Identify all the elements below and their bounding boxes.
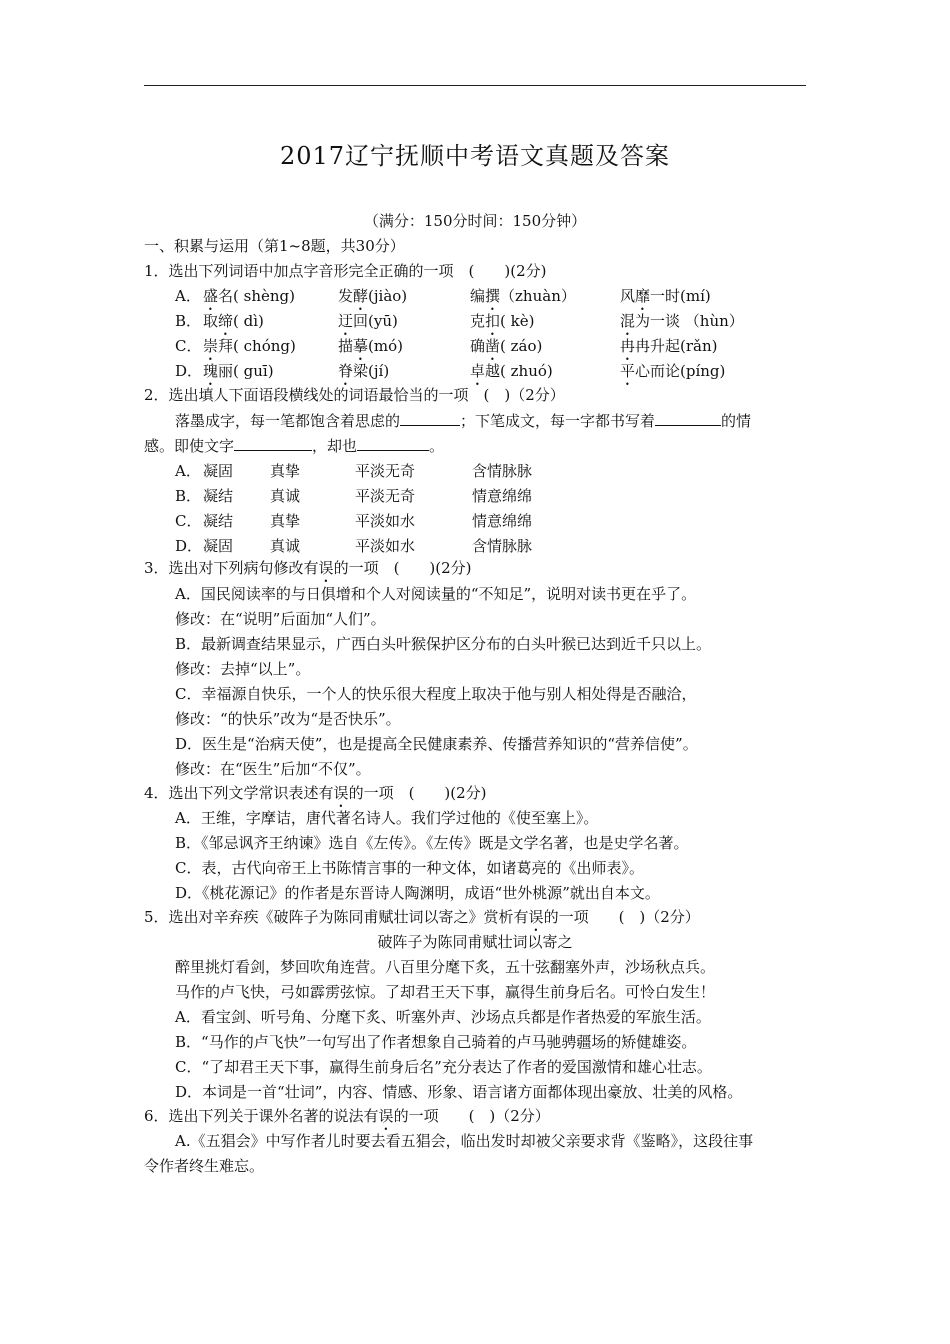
word-part: 越( zhuó) (485, 362, 553, 380)
word-part: （zhuàn） (500, 287, 576, 305)
score-note: （满分：150分时间：150分钟） (363, 212, 587, 230)
q5-stem-dotted: 误 (528, 908, 544, 926)
q3-stem-text: 的一项 ( )(2分) (333, 559, 472, 577)
word-part: 一时(mí) (650, 287, 711, 305)
header-rule (144, 85, 806, 86)
q2-text: ，却也 (312, 437, 358, 455)
q5-stem (144, 907, 700, 935)
q1-option-word (203, 311, 264, 339)
q1-option-word (338, 311, 398, 339)
q1-option-label: D． (175, 362, 203, 380)
q6-stem-text: 6．选出下列关于课外名著的说法有 (144, 1107, 379, 1125)
q2-option-word: 平淡无奇 (355, 462, 416, 480)
q4-stem-dotted: 误 (333, 784, 349, 802)
q3-line: A．国民阅读率的与日俱增和个人对阅读量的“不知足”，说明对读书更在乎了。 (175, 585, 697, 603)
q3-stem (144, 558, 472, 586)
word-part: 取 (203, 312, 219, 330)
q3-line: 修改：去掉“以上”。 (175, 660, 311, 678)
q2-option-label: D． (175, 537, 203, 555)
dotted-char: 冉 (620, 337, 636, 355)
dotted-char: 平 (620, 362, 636, 380)
q2-option-label: B． (175, 487, 202, 505)
q6-stem-text: 的一项 ( )（2分） (393, 1107, 550, 1125)
q2-option-word: 凝固 (203, 537, 234, 555)
section-heading: 一、积累与运用（第1~8题，共30分） (144, 237, 405, 255)
q6-option-a-line-2: 令作者终生难忘。 (144, 1157, 265, 1175)
q1-option-word (620, 286, 711, 314)
q4-stem-text: 的一项 ( )(2分) (348, 784, 487, 802)
dotted-char: 盛 (203, 287, 219, 305)
word-part: ( záo) (500, 337, 543, 355)
q1-option-word (203, 336, 296, 364)
q2-paragraph-line-1 (175, 411, 751, 431)
dotted-char: 脊 (338, 362, 354, 380)
q2-text: ；下笔成文，每一字都书写着 (460, 412, 656, 430)
q5-option: A．看宝剑、听号角、分麾下炙、听塞外声、沙场点兵都是作者热爱的军旅生活。 (175, 1008, 711, 1026)
q1-option-word (338, 336, 403, 364)
dotted-char: 扣 (485, 312, 501, 330)
word-part: 丽( guī) (218, 362, 274, 380)
q4-option: B．《邹忌讽齐王纳谏》选自《左传》。《左传》既是文学名著，也是史学名著。 (175, 834, 689, 852)
q5-option: D．本词是一首“壮词”，内容、情感、形象、语言诸方面都体现出豪放、壮美的风格。 (175, 1083, 743, 1101)
word-part: 冉升起(rǎn) (635, 337, 718, 355)
q2-option-word: 真挚 (270, 462, 301, 480)
poem-line: 醉里挑灯看剑，梦回吹角连营。八百里分麾下炙，五十弦翻塞外声，沙场秋点兵。 (175, 958, 716, 976)
word-part: 为一谈 （hùn） (635, 312, 744, 330)
q2-option-word: 凝结 (203, 487, 234, 505)
q4-stem-text: 4．选出下列文学常识表述有 (144, 784, 334, 802)
poem-title: 破阵子为陈同甫赋壮词以寄之 (377, 933, 573, 951)
q6-stem (144, 1106, 550, 1134)
dotted-char: 凿 (485, 337, 501, 355)
word-part: ( dì) (233, 312, 264, 330)
q3-line: B．最新调查结果显示，广西白头叶猴保护区分布的白头叶猴已达到近千只以上。 (175, 635, 712, 653)
q3-line: 修改：在“医生”后加“不仅”。 (175, 760, 371, 778)
q1-option-word (203, 286, 295, 314)
q1-option-word (470, 311, 534, 339)
q2-option-word: 平淡无奇 (355, 487, 416, 505)
q3-line: 修改：“的快乐”改为“是否快乐”。 (175, 710, 401, 728)
q2-text: 。 (429, 437, 445, 455)
page-title: 2017辽宁抚顺中考语文真题及答案 (279, 142, 671, 170)
dotted-char: 撰 (485, 287, 501, 305)
q4-stem (144, 783, 487, 811)
q2-text: 落墨成字，每一笔都饱含着思虑的 (175, 412, 401, 430)
q2-option-word: 情意绵绵 (472, 487, 533, 505)
word-part: 拜( chóng) (218, 337, 296, 355)
q3-line: D．医生是“治病天使”，也是提高全民健康素养、传播营养知识的“营养信使”。 (175, 735, 698, 753)
q5-stem-text: 5．选出对辛弃疾《破阵子为陈同甫赋壮词以寄之》赏析有 (144, 908, 529, 926)
q2-option-word: 含情脉脉 (472, 537, 533, 555)
word-part: 梁(jí) (353, 362, 390, 380)
q2-text: 感。即使文字 (144, 437, 235, 455)
q4-option: D．《桃花源记》的作者是东晋诗人陶渊明，成语“世外桃源”就出自本文。 (175, 884, 660, 902)
q1-stem: 1．选出下列词语中加点字音形完全正确的一项 ( )(2分) (144, 262, 547, 280)
q2-option-word: 真诚 (270, 487, 301, 505)
q1-option-label: C． (175, 337, 202, 355)
dotted-char: 缔 (218, 312, 234, 330)
dotted-char: 摹 (353, 337, 369, 355)
q2-option-word: 真挚 (270, 512, 301, 530)
q1-option-word (470, 336, 542, 364)
q6-stem-dotted: 误 (378, 1107, 394, 1125)
q1-option-label: A． (175, 287, 201, 305)
q1-option-word (338, 286, 407, 314)
word-part: (mó) (368, 337, 403, 355)
q1-option-word (620, 336, 718, 364)
q2-text: 的情 (721, 412, 752, 430)
dotted-char: 瑰 (203, 362, 219, 380)
q5-option: C．“了却君王天下事，赢得生前身后名”充分表达了作者的爱国激情和雄心壮志。 (175, 1058, 712, 1076)
q3-stem-text: 3．选出对下列病句修改有 (144, 559, 319, 577)
word-part: 克 (470, 312, 486, 330)
q5-stem-text: 的一项 ( )（2分） (543, 908, 700, 926)
q3-line: C．幸福源自快乐，一个人的快乐很大程度上取决于他与别人相处得是否融洽， (175, 685, 697, 703)
q1-option-label: B． (175, 312, 202, 330)
word-part: (jiào) (368, 287, 408, 305)
q1-option-word (620, 311, 744, 339)
dotted-char: 崇 (203, 337, 219, 355)
word-part: 发 (338, 287, 354, 305)
dotted-char: 卓 (470, 362, 486, 380)
q2-option-label: A． (175, 462, 201, 480)
q2-option-word: 含情脉脉 (472, 462, 533, 480)
q5-option: B．“马作的卢飞快”一句写出了作者想象自己骑着的卢马驰骋疆场的矫健雄姿。 (175, 1033, 697, 1051)
q1-option-word (620, 361, 725, 389)
dotted-char: 混 (620, 312, 636, 330)
blank-line (655, 411, 721, 426)
blank-line (400, 411, 460, 426)
q4-option: C．表，古代向帝王上书陈情言事的一种文体，如诸葛亮的《出师表》。 (175, 859, 644, 877)
q2-option-word: 情意绵绵 (472, 512, 533, 530)
q3-line: 修改：在“说明”后面加“人们”。 (175, 610, 386, 628)
q3-stem-dotted: 误 (318, 559, 334, 577)
word-part: 确 (470, 337, 486, 355)
q2-paragraph-line-2 (144, 436, 444, 456)
q2-option-word: 平淡如水 (355, 537, 416, 555)
dotted-char: 酵 (353, 287, 369, 305)
word-part: 描 (338, 337, 354, 355)
word-part: 心而论(píng) (635, 362, 726, 380)
q1-option-word (470, 286, 576, 314)
blank-line (234, 436, 312, 451)
q2-option-label: C． (175, 512, 202, 530)
q2-stem: 2．选出填人下面语段横线处的词语最恰当的一项 ( )（2分） (144, 386, 565, 404)
word-part: ( kè) (500, 312, 535, 330)
q2-option-word: 凝固 (203, 462, 234, 480)
word-part: 名( shèng) (218, 287, 295, 305)
q2-option-word: 凝结 (203, 512, 234, 530)
word-part: 回(yū) (353, 312, 398, 330)
dotted-char: 靡 (635, 287, 651, 305)
q2-option-word: 平淡如水 (355, 512, 416, 530)
q2-option-word: 真诚 (270, 537, 301, 555)
q4-option: A．王维，字摩诘，唐代著名诗人。我们学过他的《使至塞上》。 (175, 809, 599, 827)
word-part: 编 (470, 287, 486, 305)
blank-line (357, 436, 429, 451)
q6-option-a-line-1: A.《五猖会》中写作者儿时要去看五猖会，临出发时却被父亲要求背《鉴略》，这段往事 (175, 1132, 754, 1150)
dotted-char: 迂 (338, 312, 354, 330)
word-part: 风 (620, 287, 636, 305)
poem-line: 马作的卢飞快，弓如霹雳弦惊。了却君王天下事，赢得生前身后名。可怜白发生！ (175, 983, 716, 1001)
